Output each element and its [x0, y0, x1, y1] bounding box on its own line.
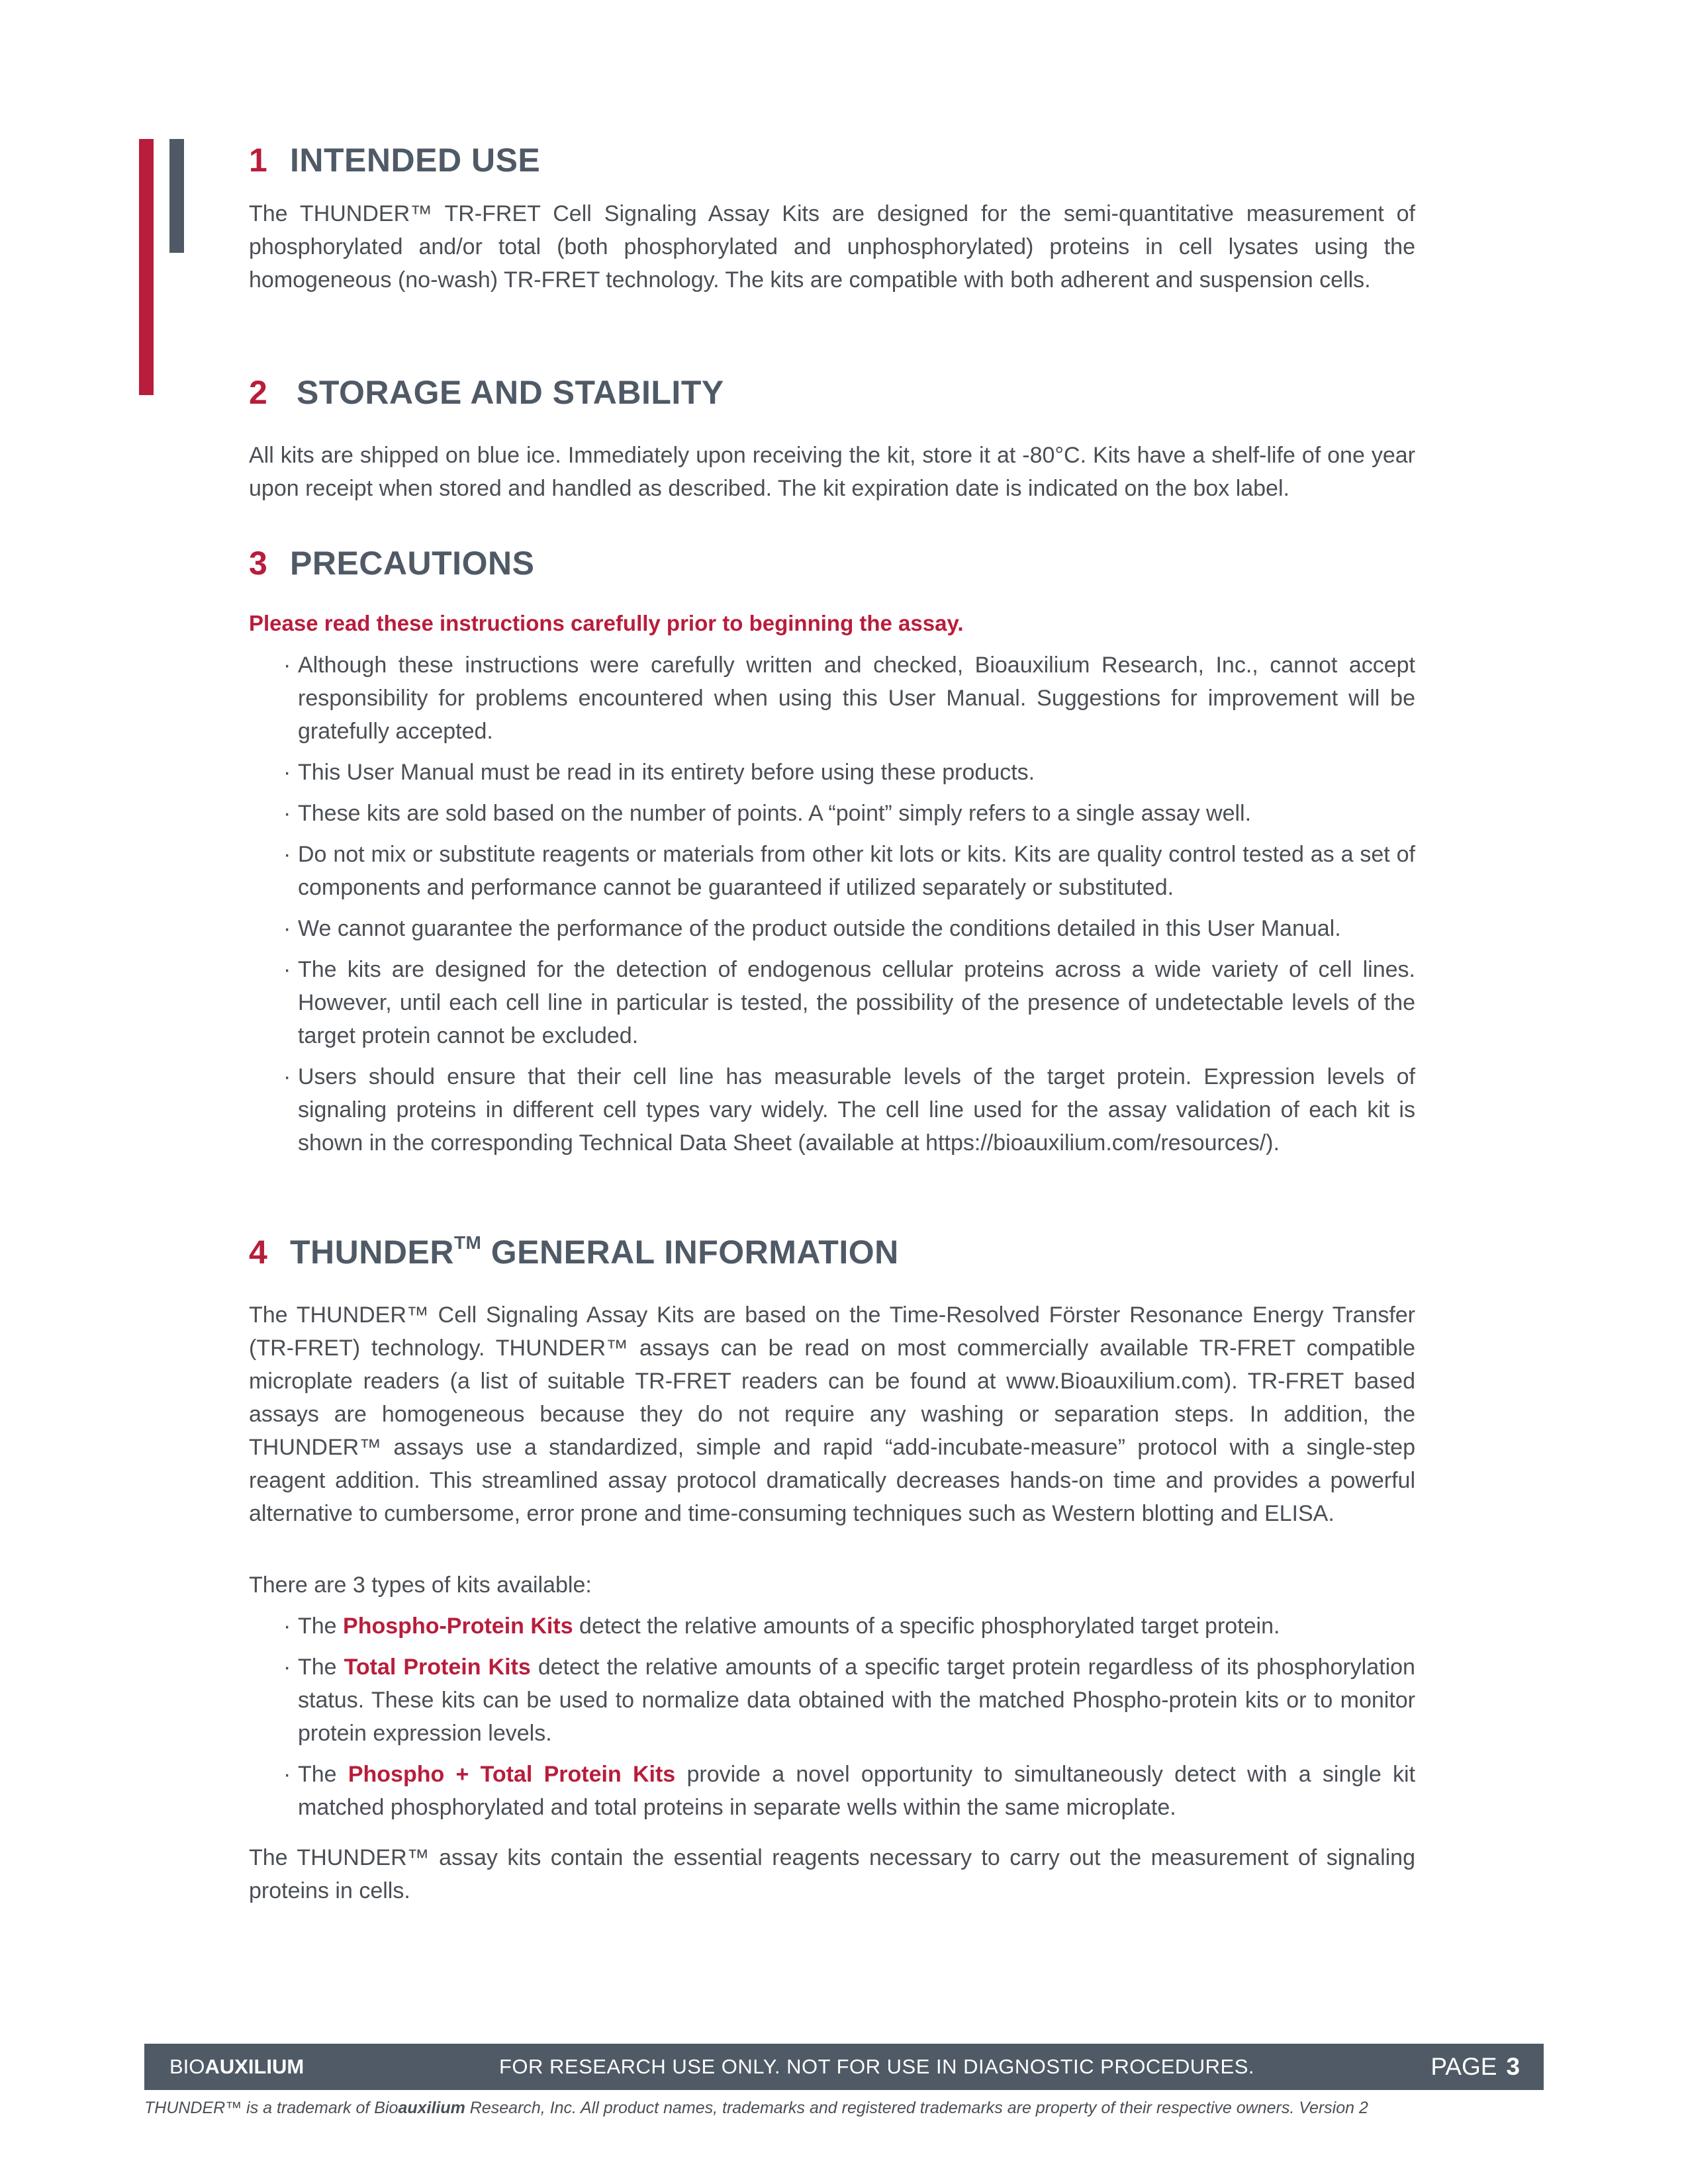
footer-bar	[144, 2044, 1544, 2090]
section-title-post: GENERAL INFORMATION	[481, 1234, 899, 1271]
section-3-heading	[249, 543, 534, 583]
trademark-note: THUNDER™ is a trademark of Bioauxilium Research, Inc. All product names, trademarks and registered trademarks are property of their respective owners. Version 2	[144, 2099, 1368, 2117]
section-number: 4	[249, 1234, 268, 1271]
storage-text: All kits are shipped on blue ice. Immediately upon receiving the kit, store it at -80°C. Kits have a shelf-life of one year upon receipt when stored and handled as described. The kit expiration date is indicated on the box label.	[249, 443, 1415, 501]
list-item: · Users should ensure that their cell line has measurable levels of the target protein. Expression levels of signaling proteins in different cell types vary widely. The cell line used for the assay validation of each kit is shown in the corresponding Technical Data Sheet (available at https://bioauxilium.com/resources/).	[283, 1064, 1415, 1156]
section-title: INTENDED USE	[290, 142, 541, 179]
kit-name: Total Protein Kits	[344, 1655, 531, 1680]
footer-notice: FOR RESEARCH USE ONLY. NOT FOR USE IN DIAGNOSTIC PROCEDURES.	[499, 2055, 1255, 2078]
section-title: STORAGE AND STABILITY	[297, 374, 724, 411]
list-item: · The Phospho-Protein Kits detect the relative amounts of a specific phosphorylated target protein.	[283, 1614, 1280, 1639]
accent-bar-red	[139, 139, 154, 395]
list-item: · The kits are designed for the detection of endogenous cellular proteins across a wide variety of cell lines. However, until each cell line in particular is tested, the possibility of the presence of undetectable levels of the target protein cannot be excluded.	[283, 957, 1415, 1048]
list-item: · Do not mix or substitute reagents or materials from other kit lots or kits. Kits are quality control tested as a set of components and performance cannot be guaranteed if utilized separately or substituted.	[283, 842, 1415, 900]
list-item: · We cannot guarantee the performance of the product outside the conditions detailed in this User Manual.	[283, 916, 1341, 941]
list-item: · Although these instructions were carefully written and checked, Bioauxilium Research, Inc., cannot accept responsibility for problems encountered when using this User Manual. Suggestions for improvement will be gratefully accepted.	[283, 653, 1415, 744]
precautions-note: Please read these instructions carefully prior to beginning the assay.	[249, 611, 964, 635]
section-number: 2	[249, 374, 268, 411]
section-title-pre: THUNDER	[290, 1234, 454, 1271]
section-number: 1	[249, 142, 268, 179]
general-info-text: The THUNDER™ Cell Signaling Assay Kits are based on the Time-Resolved Förster Resonance Energy Transfer (TR-FRET) technology. THUNDER™ assays can be read on most commercially available TR-FRET compatible microplate readers (a list of suitable TR-FRET readers can be found at www.Bioauxilium.com). TR-FRET based assays are homogeneous because they do not require any washing or separation steps. In addition, the THUNDER™ assays use a standardized, simple and rapid “add-incubate-measure” protocol with a single-step reagent addition. This streamlined assay protocol dramatically decreases hands-on time and provides a powerful alternative to cumbersome, error prone and time-consuming techniques such as Western blotting and ELISA.	[249, 1302, 1415, 1526]
page-number: PAGE 3	[1430, 2053, 1520, 2080]
list-item: · This User Manual must be read in its entirety before using these products.	[283, 760, 1035, 785]
precautions-list	[283, 649, 1415, 1167]
intended-use-text: The THUNDER™ TR-FRET Cell Signaling Assay Kits are designed for the semi-quantitative measurement of phosphorylated and/or total (both phosphorylated and unphosphorylated) proteins in cell lysates using the homogeneous (no-wash) TR-FRET technology. The kits are compatible with both adherent and suspension cells.	[249, 201, 1415, 293]
kit-name: Phospho + Total Protein Kits	[348, 1762, 676, 1787]
closing-text: The THUNDER™ assay kits contain the essential reagents necessary to carry out the measurement of signaling proteins in cells.	[249, 1845, 1415, 1903]
section-number: 3	[249, 545, 268, 582]
kit-types-list	[283, 1610, 1415, 1832]
section-title: PRECAUTIONS	[290, 545, 535, 582]
kit-types-intro: There are 3 types of kits available:	[249, 1572, 592, 1598]
section-1-heading	[249, 140, 540, 180]
footer-brand: BIOAUXILIUM	[169, 2055, 305, 2078]
trademark-sup: TM	[453, 1232, 482, 1253]
section-2-heading	[249, 373, 724, 412]
list-item: · The Total Protein Kits detect the relative amounts of a specific target protein regardless of its phosphorylation status. These kits can be used to normalize data obtained with the matched Phospho-protein kits or to monitor protein expression levels.	[283, 1655, 1415, 1746]
kit-name: Phospho-Protein Kits	[343, 1614, 573, 1639]
list-item: · The Phospho + Total Protein Kits provide a novel opportunity to simultaneously detect with a single kit matched phosphorylated and total proteins in separate wells within the same microplate.	[283, 1762, 1415, 1820]
accent-bar-gray	[169, 139, 184, 253]
section-4-heading	[249, 1232, 899, 1272]
list-item: · These kits are sold based on the number of points. A “point” simply refers to a single assay well.	[283, 801, 1252, 826]
